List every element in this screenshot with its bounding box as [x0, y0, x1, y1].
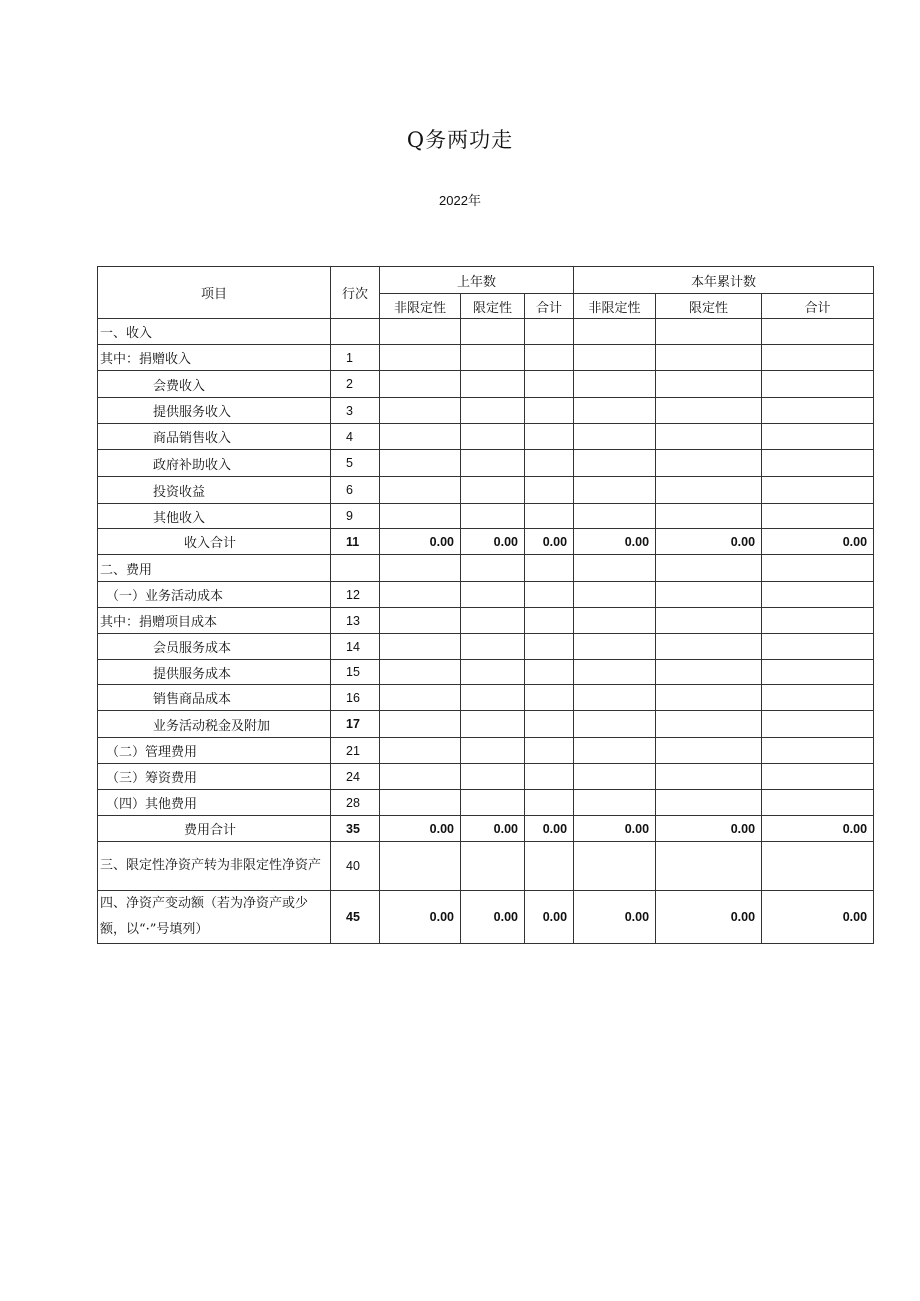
row-value-cell — [656, 738, 762, 764]
table-row — [98, 529, 874, 555]
row-value-cell — [525, 319, 574, 345]
row-line-number: 16 — [331, 685, 380, 711]
header-prior-unrestricted: 非限定性 — [380, 294, 461, 319]
row-value-cell — [461, 711, 525, 738]
row-value-cell — [525, 345, 574, 371]
row-value-cell — [461, 685, 525, 711]
row-label: 收入合计 — [98, 529, 331, 555]
row-value-cell — [762, 555, 874, 582]
row-line-number: 14 — [331, 634, 380, 660]
row-value-cell — [380, 555, 461, 582]
row-value-cell: 0.00 — [525, 816, 574, 842]
row-value-cell — [525, 477, 574, 504]
row-value-cell — [574, 634, 656, 660]
row-line-number: 12 — [331, 582, 380, 608]
row-line-number: 13 — [331, 608, 380, 634]
row-value-cell — [380, 608, 461, 634]
row-value-cell — [461, 842, 525, 891]
header-prior-year: 上年数 — [380, 267, 574, 294]
row-value-cell — [525, 424, 574, 450]
row-value-cell — [461, 555, 525, 582]
row-value-cell — [574, 477, 656, 504]
row-line-number: 28 — [331, 790, 380, 816]
row-value-cell — [380, 660, 461, 685]
row-value-cell — [525, 660, 574, 685]
row-value-cell: 0.00 — [574, 891, 656, 944]
table-row — [98, 450, 874, 477]
row-label: （三）筹资费用 — [98, 764, 331, 790]
document-title: Q务两功走 — [406, 128, 514, 152]
row-value-cell: 0.00 — [380, 816, 461, 842]
row-value-cell — [461, 764, 525, 790]
row-value-cell — [762, 477, 874, 504]
header-line: 行次 — [331, 267, 380, 319]
row-value-cell — [762, 371, 874, 398]
row-line-number: 1 — [331, 345, 380, 371]
row-value-cell: 0.00 — [461, 816, 525, 842]
row-value-cell: 0.00 — [762, 529, 874, 555]
row-line-number: 45 — [331, 891, 380, 944]
activity-statement-table — [97, 266, 874, 944]
table-row — [98, 891, 874, 944]
row-value-cell — [574, 842, 656, 891]
row-value-cell — [656, 634, 762, 660]
row-line-number: 17 — [331, 711, 380, 738]
row-value-cell: 0.00 — [525, 891, 574, 944]
row-value-cell — [656, 660, 762, 685]
table-row — [98, 816, 874, 842]
row-value-cell — [461, 608, 525, 634]
table-row — [98, 608, 874, 634]
row-value-cell: 0.00 — [762, 816, 874, 842]
table-row — [98, 685, 874, 711]
row-value-cell — [380, 398, 461, 424]
row-value-cell — [574, 424, 656, 450]
row-value-cell — [762, 319, 874, 345]
row-label: 其中：捐赠收入 — [98, 345, 331, 371]
header-prior-restricted: 限定性 — [461, 294, 525, 319]
row-value-cell — [461, 345, 525, 371]
row-value-cell — [380, 345, 461, 371]
row-value-cell — [461, 477, 525, 504]
header-prior-total: 合计 — [525, 294, 574, 319]
row-label: 业务活动税金及附加 — [98, 711, 331, 738]
row-line-number: 2 — [331, 371, 380, 398]
header-current-unrestricted: 非限定性 — [574, 294, 656, 319]
row-value-cell — [461, 424, 525, 450]
row-value-cell: 0.00 — [656, 891, 762, 944]
row-value-cell — [762, 634, 874, 660]
table-row — [98, 371, 874, 398]
row-label: 费用合计 — [98, 816, 331, 842]
row-label: 二、费用 — [98, 555, 331, 582]
row-value-cell — [574, 608, 656, 634]
row-value-cell: 0.00 — [574, 816, 656, 842]
table-row — [98, 711, 874, 738]
row-value-cell — [656, 398, 762, 424]
row-value-cell — [574, 345, 656, 371]
row-value-cell — [574, 398, 656, 424]
row-value-cell — [656, 582, 762, 608]
row-line-number — [331, 319, 380, 345]
row-value-cell — [656, 842, 762, 891]
table-row — [98, 398, 874, 424]
row-value-cell — [380, 711, 461, 738]
row-value-cell: 0.00 — [656, 816, 762, 842]
row-value-cell — [525, 608, 574, 634]
row-line-number: 11 — [331, 529, 380, 555]
row-line-number: 5 — [331, 450, 380, 477]
row-value-cell — [574, 371, 656, 398]
row-value-cell — [574, 685, 656, 711]
row-value-cell — [574, 660, 656, 685]
report-year: 2022年 — [439, 193, 481, 208]
row-line-number: 40 — [331, 842, 380, 891]
row-value-cell: 0.00 — [380, 891, 461, 944]
row-value-cell — [762, 660, 874, 685]
table-row — [98, 424, 874, 450]
table-row — [98, 477, 874, 504]
row-value-cell — [525, 504, 574, 529]
row-value-cell — [525, 634, 574, 660]
row-label: 商品销售收入 — [98, 424, 331, 450]
row-value-cell — [461, 371, 525, 398]
row-value-cell — [574, 555, 656, 582]
row-value-cell: 0.00 — [380, 529, 461, 555]
row-value-cell — [525, 582, 574, 608]
row-value-cell — [762, 398, 874, 424]
row-value-cell — [574, 790, 656, 816]
row-value-cell — [461, 634, 525, 660]
row-line-number: 35 — [331, 816, 380, 842]
row-value-cell — [574, 319, 656, 345]
row-value-cell — [656, 711, 762, 738]
row-value-cell — [461, 582, 525, 608]
row-line-number: 4 — [331, 424, 380, 450]
table-row — [98, 634, 874, 660]
row-value-cell — [525, 555, 574, 582]
row-value-cell — [656, 504, 762, 529]
row-value-cell — [574, 738, 656, 764]
row-value-cell: 0.00 — [574, 529, 656, 555]
row-value-cell — [656, 555, 762, 582]
row-value-cell — [525, 711, 574, 738]
row-value-cell — [656, 764, 762, 790]
row-value-cell — [380, 790, 461, 816]
table-row — [98, 555, 874, 582]
header-item: 项目 — [98, 267, 331, 319]
row-value-cell — [762, 608, 874, 634]
row-label: 投资收益 — [98, 477, 331, 504]
row-value-cell — [762, 842, 874, 891]
row-value-cell — [525, 398, 574, 424]
row-label: （二）管理费用 — [98, 738, 331, 764]
row-value-cell — [380, 842, 461, 891]
row-label: （四）其他费用 — [98, 790, 331, 816]
row-value-cell — [574, 582, 656, 608]
row-value-cell — [762, 790, 874, 816]
row-value-cell — [525, 685, 574, 711]
row-value-cell — [656, 608, 762, 634]
header-current-year: 本年累计数 — [574, 267, 874, 294]
row-value-cell — [380, 685, 461, 711]
row-label: 提供服务成本 — [98, 660, 331, 685]
row-label: 政府补助收入 — [98, 450, 331, 477]
row-value-cell — [461, 450, 525, 477]
row-value-cell — [380, 582, 461, 608]
row-value-cell — [574, 711, 656, 738]
row-value-cell — [656, 450, 762, 477]
row-value-cell — [461, 504, 525, 529]
table-row — [98, 842, 874, 891]
row-value-cell — [380, 319, 461, 345]
row-value-cell — [762, 450, 874, 477]
row-value-cell — [525, 842, 574, 891]
row-label: 会费收入 — [98, 371, 331, 398]
row-value-cell — [380, 477, 461, 504]
row-value-cell — [525, 738, 574, 764]
table-row — [98, 582, 874, 608]
row-value-cell — [762, 711, 874, 738]
row-value-cell — [656, 424, 762, 450]
row-value-cell — [574, 764, 656, 790]
table-row — [98, 345, 874, 371]
row-value-cell — [380, 424, 461, 450]
row-value-cell — [461, 790, 525, 816]
row-value-cell — [380, 738, 461, 764]
row-value-cell — [525, 764, 574, 790]
table-row — [98, 660, 874, 685]
row-value-cell — [380, 634, 461, 660]
row-value-cell — [762, 582, 874, 608]
header-current-restricted: 限定性 — [656, 294, 762, 319]
row-value-cell — [380, 450, 461, 477]
row-value-cell — [380, 764, 461, 790]
row-label: 四、净资产变动额（若为净资产或少额，以“·”号填列） — [98, 891, 331, 944]
row-value-cell — [525, 790, 574, 816]
table-row — [98, 790, 874, 816]
row-label: 一、收入 — [98, 319, 331, 345]
row-line-number: 15 — [331, 660, 380, 685]
table-row — [98, 504, 874, 529]
row-value-cell: 0.00 — [656, 529, 762, 555]
table-row — [98, 738, 874, 764]
row-value-cell — [762, 685, 874, 711]
table-row — [98, 319, 874, 345]
row-line-number: 6 — [331, 477, 380, 504]
row-value-cell — [656, 371, 762, 398]
row-value-cell — [656, 319, 762, 345]
row-label: 提供服务收入 — [98, 398, 331, 424]
row-value-cell: 0.00 — [461, 529, 525, 555]
row-value-cell — [461, 319, 525, 345]
row-value-cell — [525, 371, 574, 398]
table-row — [98, 764, 874, 790]
row-line-number: 3 — [331, 398, 380, 424]
row-value-cell: 0.00 — [461, 891, 525, 944]
row-value-cell — [656, 345, 762, 371]
row-label: 销售商品成本 — [98, 685, 331, 711]
row-value-cell: 0.00 — [762, 891, 874, 944]
row-value-cell — [461, 398, 525, 424]
row-value-cell — [461, 738, 525, 764]
row-line-number — [331, 555, 380, 582]
row-line-number: 21 — [331, 738, 380, 764]
row-label: 其他收入 — [98, 504, 331, 529]
row-value-cell — [380, 504, 461, 529]
row-label: 其中：捐赠项目成本 — [98, 608, 331, 634]
row-value-cell — [762, 424, 874, 450]
row-line-number: 24 — [331, 764, 380, 790]
row-value-cell — [656, 685, 762, 711]
row-value-cell — [656, 477, 762, 504]
row-value-cell — [574, 504, 656, 529]
row-value-cell: 0.00 — [525, 529, 574, 555]
row-value-cell — [762, 738, 874, 764]
row-line-number: 9 — [331, 504, 380, 529]
row-value-cell — [380, 371, 461, 398]
row-value-cell — [656, 790, 762, 816]
row-value-cell — [525, 450, 574, 477]
header-current-total: 合计 — [762, 294, 874, 319]
row-value-cell — [762, 504, 874, 529]
row-label: （一）业务活动成本 — [98, 582, 331, 608]
row-label: 会员服务成本 — [98, 634, 331, 660]
row-label: 三、限定性净资产转为非限定性净资产 — [98, 842, 331, 891]
row-value-cell — [762, 764, 874, 790]
row-value-cell — [461, 660, 525, 685]
row-value-cell — [762, 345, 874, 371]
row-value-cell — [574, 450, 656, 477]
